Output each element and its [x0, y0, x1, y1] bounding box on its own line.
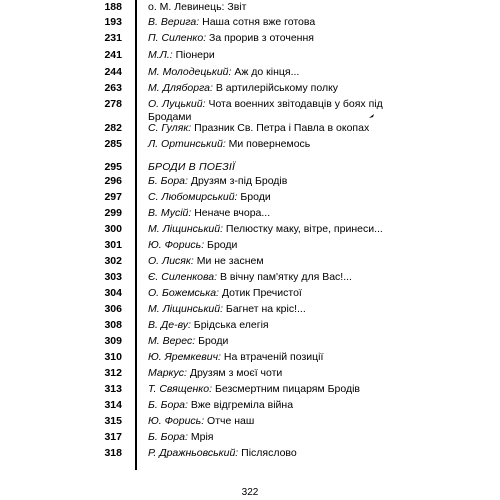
entry-author: о. М. Левинець:	[148, 1, 225, 13]
page-ref: 300	[104, 223, 122, 235]
page-ref: 313	[104, 383, 122, 395]
entry-title: Багнет на кріс!...	[225, 303, 306, 315]
entry-title: Отче наш	[207, 415, 255, 427]
page-ref: 302	[104, 255, 122, 267]
entry-title: В артилерійському полку	[215, 82, 339, 94]
page-ref: 303	[104, 271, 122, 283]
entry-author: Є. Силенкова:	[148, 271, 218, 283]
entry-title: Пелюстку маку, вітре, принеси...	[225, 223, 383, 235]
entry-title: Ми повернемось	[228, 138, 311, 150]
entry-author: Маркус:	[148, 367, 187, 379]
entry-author: Ю. Форись:	[148, 415, 205, 427]
page-ref: 263	[104, 82, 122, 94]
pen-mark-icon	[368, 112, 376, 120]
entry-title-continued: Бродами	[148, 111, 192, 123]
toc-row	[0, 134, 500, 154]
section-title: БРОДИ В ПОЕЗІЇ	[148, 161, 236, 173]
page-ref: 299	[104, 207, 122, 219]
entry-title: Наша сотня вже готова	[202, 16, 316, 28]
entry-author: В. Верига:	[148, 16, 200, 28]
entry-author: М. Ліщинський:	[148, 303, 223, 315]
entry-author: М.Л.:	[148, 49, 173, 61]
entry-title: Брідська елегія	[193, 319, 269, 331]
page-ref: 193	[104, 16, 122, 28]
page-ref: 285	[104, 138, 122, 150]
entry-author: О. Божемська:	[148, 287, 219, 299]
entry-title: Аж до кінця...	[234, 66, 300, 78]
page-ref: 282	[104, 122, 122, 134]
entry-title: Мрія	[190, 431, 214, 443]
entry-author: М. Ліщинський:	[148, 223, 223, 235]
page-ref: 306	[104, 303, 122, 315]
page-ref: 188	[104, 1, 122, 13]
page-ref: 244	[104, 66, 122, 78]
entry-title: Вже відгреміла війна	[190, 399, 294, 411]
entry-author: М. Дляборга:	[148, 82, 213, 94]
entry-author: В. Мусій:	[148, 207, 192, 219]
page-ref: 301	[104, 239, 122, 251]
entry-author: О. Лисяк:	[148, 255, 194, 267]
entry-author: С. Любомирський:	[148, 191, 238, 203]
entry-author: М. Молодецький:	[148, 66, 232, 78]
page-ref: 296	[104, 175, 122, 187]
entry-author: Р. Дражньовський:	[148, 447, 239, 459]
page-ref: 318	[104, 447, 122, 459]
entry-title: Безсмертним пицарям Бродів	[214, 383, 360, 395]
entry-title: Неначе вчора...	[194, 207, 271, 219]
page-ref: 278	[104, 98, 122, 110]
entry-author: Б. Бора:	[148, 175, 188, 187]
page-number: 322	[241, 487, 259, 498]
entry-title: На втраченій позиції	[223, 351, 324, 363]
entry-title: Чота военних звітодавців у боях під	[208, 98, 383, 110]
entry-author: С. Гуляк:	[148, 122, 192, 134]
entry-title: Післяслово	[241, 447, 297, 459]
toc-row	[0, 443, 500, 463]
page-ref: 315	[104, 415, 122, 427]
entry-title: Друзям з моєї чоти	[189, 367, 283, 379]
page-ref: 297	[104, 191, 122, 203]
entry-author: Л. Ортинський:	[148, 138, 226, 150]
entry-title: Броди	[198, 335, 229, 347]
page-ref: 308	[104, 319, 122, 331]
toc-entry	[148, 443, 297, 463]
entry-title: Броди	[207, 239, 238, 251]
entry-title: Звіт	[227, 1, 247, 13]
entry-author: Б. Бора:	[148, 399, 188, 411]
entry-title: Ми не заснем	[196, 255, 264, 267]
entry-title: Піонери	[175, 49, 215, 61]
entry-author: М. Верес:	[148, 335, 196, 347]
entry-author: Ю. Яремкевич:	[148, 351, 221, 363]
entry-author: Ю. Форись:	[148, 239, 205, 251]
entry-author: П. Силенко:	[148, 32, 207, 44]
entry-title: За прорив з оточення	[209, 32, 314, 44]
entry-title: Празник Св. Петра і Павла в окопах	[194, 122, 370, 134]
entry-title: В вічну пам'ятку для Вас!...	[219, 271, 352, 283]
entry-title: Дотик Пречистої	[221, 287, 302, 299]
entry-title: Друзям з-під Бродів	[190, 175, 288, 187]
toc-entry	[148, 78, 338, 98]
page-ref: 231	[104, 32, 122, 44]
entry-author: Т. Священко:	[148, 383, 213, 395]
entry-author: В. Де-ву:	[148, 319, 191, 331]
toc-entry	[148, 134, 310, 154]
toc-row	[0, 78, 500, 98]
page-ref: 295	[104, 161, 122, 173]
page-ref: 310	[104, 351, 122, 363]
page-ref: 309	[104, 335, 122, 347]
entry-author: О. Луцький:	[148, 98, 206, 110]
entry-title: Броди	[240, 191, 271, 203]
page-ref: 317	[104, 431, 122, 443]
page-ref: 312	[104, 367, 122, 379]
page-ref: 314	[104, 399, 122, 411]
page-ref: 241	[104, 49, 122, 61]
page-ref: 304	[104, 287, 122, 299]
entry-author: Б. Бора:	[148, 431, 188, 443]
